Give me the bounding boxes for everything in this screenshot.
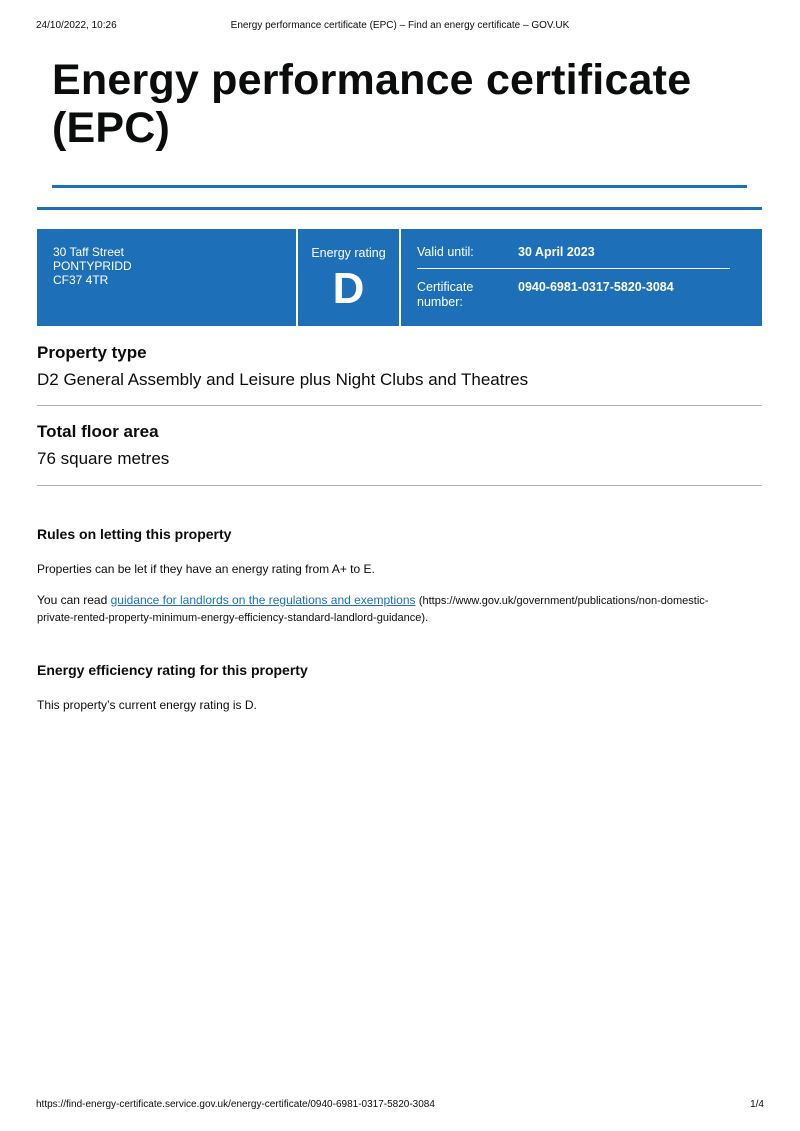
certificate-number-value: 0940-6981-0317-5820-3084	[518, 280, 674, 294]
energy-rating-letter: D	[332, 264, 365, 313]
page-number: 1/4	[750, 1099, 764, 1110]
address-line-street: 30 Taff Street	[53, 245, 124, 259]
floor-area-heading: Total floor area	[37, 422, 159, 441]
details-divider	[417, 268, 730, 269]
print-datetime: 24/10/2022, 10:26	[36, 20, 117, 31]
page-title: Energy performance certificate (EPC)	[52, 56, 692, 152]
floor-area-value: 76 square metres	[37, 449, 170, 468]
efficiency-paragraph: This property’s current energy rating is D.	[37, 698, 257, 712]
property-address	[53, 245, 293, 287]
address-line-postcode: CF37 4TR	[53, 273, 109, 287]
epc-summary-banner	[37, 229, 762, 326]
certificate-number-label: Certificate number:	[417, 280, 474, 309]
letting-rules-heading: Rules on letting this property	[37, 526, 232, 542]
print-page-url: https://find-energy-certificate.service.gov.uk/energy-certificate/0940-6981-0317-5820-3084	[36, 1099, 435, 1110]
energy-rating-block	[298, 229, 399, 326]
banner-divider	[399, 229, 401, 326]
energy-rating-label: Energy rating	[311, 246, 386, 260]
section-separator	[37, 485, 762, 486]
property-type-value: D2 General Assembly and Leisure plus Night Clubs and Theatres	[37, 370, 529, 389]
letting-rules-paragraph: Properties can be let if they have an energy rating from A+ to E.	[37, 562, 375, 576]
title-underline	[52, 185, 747, 188]
efficiency-heading: Energy efficiency rating for this property	[37, 662, 308, 678]
guidance-prefix: You can read	[37, 593, 111, 607]
section-divider	[37, 207, 762, 210]
print-document-title: Energy performance certificate (EPC) – Find an energy certificate – GOV.UK	[230, 20, 570, 31]
guidance-paragraph	[37, 592, 737, 626]
property-type-heading: Property type	[37, 343, 147, 362]
guidance-url: (https://www.gov.uk/government/publications/non-domestic-private-rented-property-minimum-energy-efficiency-standard-landlord-guidance)	[37, 595, 709, 624]
certificate-details	[417, 229, 747, 326]
valid-until-value: 30 April 2023	[518, 245, 595, 259]
landlord-guidance-link[interactable]: guidance for landlords on the regulations and exemptions	[110, 593, 416, 607]
guidance-suffix: .	[425, 610, 429, 624]
section-separator	[37, 405, 762, 406]
valid-until-label: Valid until:	[417, 245, 474, 259]
address-line-town: PONTYPRIDD	[53, 259, 132, 273]
